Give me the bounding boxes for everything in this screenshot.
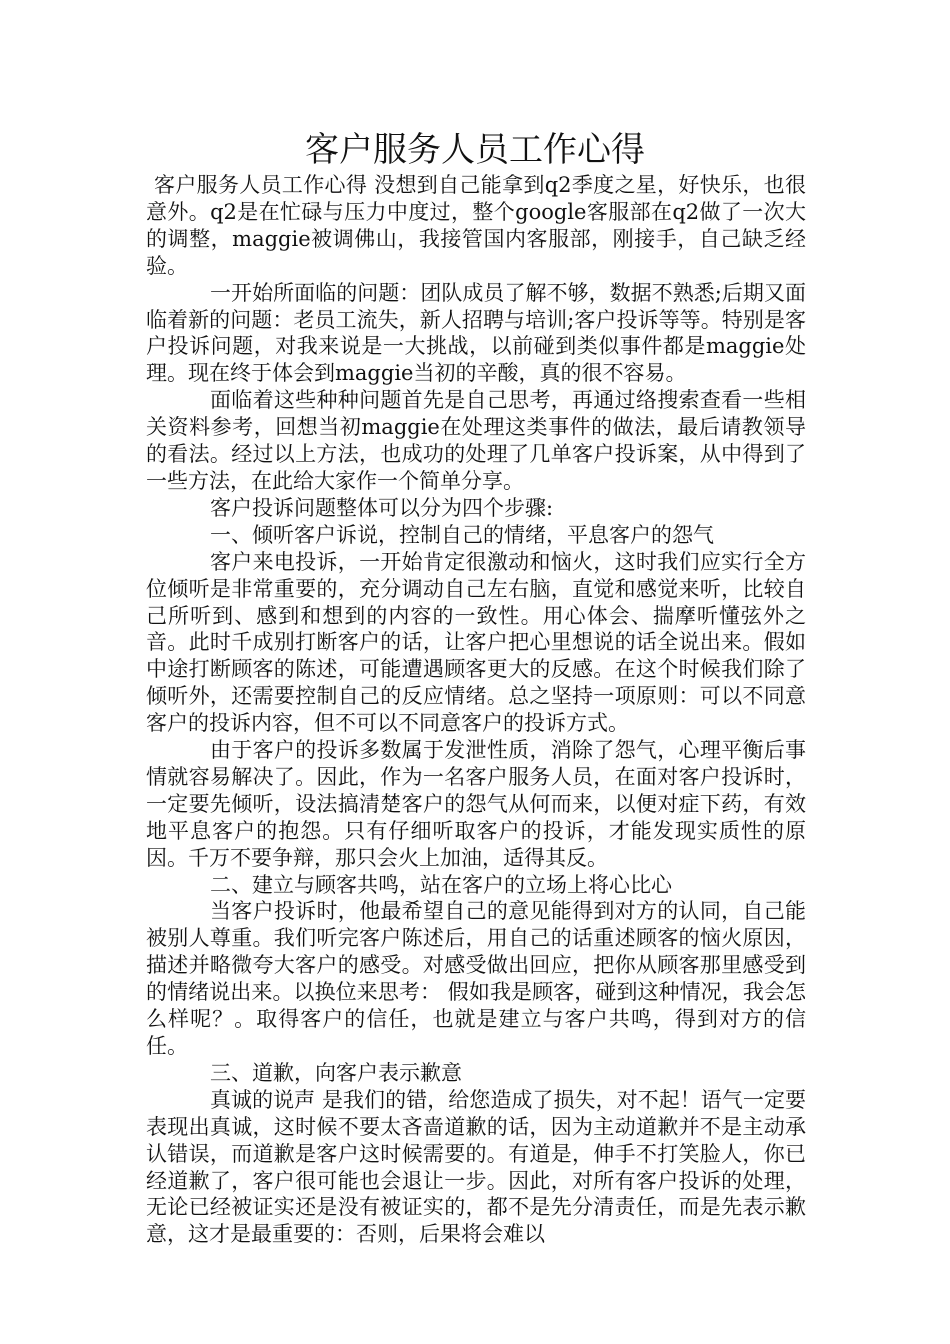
- paragraph-approach: 面临着这些种种问题首先是自己思考，再通过络搜索查看一些相关资料参考，回想当初maggie在处理这类事件的做法，最后请教领导的看法。经过以上方法，也成功的处理了几单客户投诉案，从中得到了一些方法，在此给大家作一个简单分享。: [146, 388, 806, 493]
- paragraph-listening: 客户来电投诉，一开始肯定很激动和恼火，这时我们应实行全方位倾听是非常重要的，充分调动自己左右脑，直觉和感觉来听，比较自己所听到、感到和想到的内容的一致性。用心体会、揣摩听懂弦外之音。此时千成别打断客户的话，让客户把心里想说的话全说出来。假如中途打断顾客的陈述，可能遭遇顾客更大的反感。在这个时候我们除了倾听外，还需要控制自己的反应情绪。总之坚持一项原则：可以不同意客户的投诉内容，但不可以不同意客户的投诉方式。: [146, 549, 806, 736]
- paragraph-steps-intro: 客户投诉问题整体可以分为四个步骤:: [210, 495, 554, 520]
- paragraph-empathy: 当客户投诉时，他最希望自己的意见能得到对方的认同，自己能被别人尊重。我们听完客户陈述后，用自己的话重述顾客的恼火原因，描述并略微夸大客户的感受。对感受做出回应，把你从顾客那里感受到的情绪说出来。以换位来思考： 假如我是顾客，碰到这种情况，我会怎么样呢？。取得客户的信任，也就是建立与客户共鸣，得到对方的信任。: [146, 899, 806, 1058]
- paragraph-venting: 由于客户的投诉多数属于发泄性质，消除了怨气，心理平衡后事情就容易解决了。因此，作为一名客户服务人员，在面对客户投诉时，一定要先倾听，设法搞清楚客户的怨气从何而来，以便对症下药，有效地平息客户的抱怨。只有仔细听取客户的投诉，才能发现实质性的原因。千万不要争辩，那只会火上加油，适得其反。: [146, 738, 806, 870]
- paragraph-problems: 一开始所面临的问题：团队成员了解不够，数据不熟悉;后期又面临着新的问题：老员工流失，新人招聘与培训;客户投诉等等。特别是客户投诉问题，对我来说是一大挑战，以前碰到类似事件都是maggie处理。现在终于体会到maggie当初的辛酸，真的很不容易。: [146, 280, 806, 386]
- document-title: 客户服务人员工作心得: [305, 130, 645, 170]
- step-heading-2: 二、建立与顾客共鸣，站在客户的立场上将心比心: [210, 872, 672, 897]
- paragraph-apology: 真诚的说声 是我们的错，给您造成了损失，对不起！语气一定要表现出真诚，这时候不要太吝啬道歉的话，因为主动道歉并不是主动承认错误，而道歉是客户这时候需要的。有道是，伸手不打笑脸人，你已经道歉了，客户很可能也会退让一步。因此，对所有客户投诉的处理，无论已经被证实还是没有被证实的，都不是先分清责任，而是先表示歉意，这才是最重要的：否则，后果将会难以: [146, 1087, 806, 1247]
- step-heading-1: 一、倾听客户诉说，控制自己的情绪，平息客户的怨气: [210, 522, 714, 547]
- step-heading-3: 三、道歉，向客户表示歉意: [210, 1060, 462, 1085]
- paragraph-intro: 客户服务人员工作心得 没想到自己能拿到q2季度之星，好快乐，也很意外。q2是在忙碌与压力中度过，整个google客服部在q2做了一次大的调整，maggie被调佛山，我接管国内客服部，刚接手，自己缺乏经验。: [146, 173, 806, 278]
- document-body: [146, 172, 806, 1248]
